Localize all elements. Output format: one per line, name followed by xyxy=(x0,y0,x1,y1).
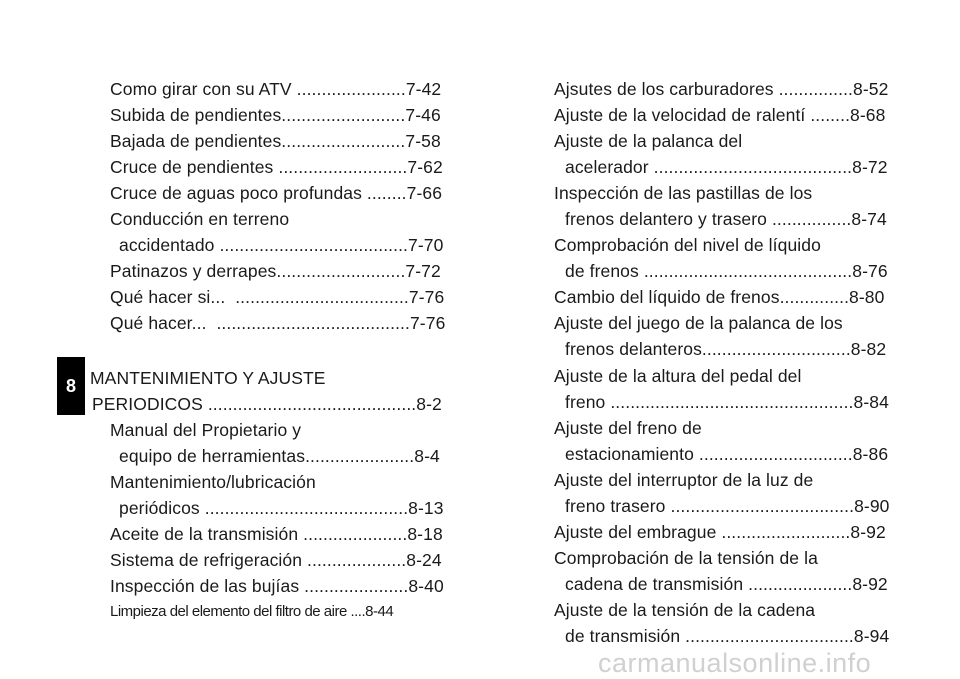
toc-entry-continuation: freno .................................................8-84 xyxy=(565,392,889,412)
section-tab: 8 xyxy=(57,357,85,415)
toc-entry: Ajuste del interruptor de la luz de xyxy=(554,470,814,490)
toc-entry-continuation: equipo de herramientas......................8-4 xyxy=(119,446,440,466)
toc-entry-continuation: acelerador ........................................8-72 xyxy=(565,157,888,177)
toc-entry-continuation: estacionamiento ...............................8-86 xyxy=(565,444,889,464)
toc-entry: Inspección de las pastillas de los xyxy=(554,183,813,203)
toc-entry-continuation: accidentado ......................................7-70 xyxy=(119,235,444,255)
toc-entry: Inspección de las bujías .....................8-40 xyxy=(110,576,444,596)
toc-entry: Ajuste de la altura del pedal del xyxy=(554,366,802,386)
toc-entry: Cruce de pendientes ..........................7-62 xyxy=(110,157,443,177)
toc-entry: Patinazos y derrapes..........................7-72 xyxy=(110,261,441,281)
toc-entry: Subida de pendientes.........................7-46 xyxy=(110,105,441,125)
toc-entry: Conducción en terreno xyxy=(110,209,290,229)
toc-entry: Como girar con su ATV ......................7-42 xyxy=(110,79,442,99)
toc-entry: Comprobación del nivel de líquido xyxy=(554,235,821,255)
toc-entry: Ajuste del juego de la palanca de los xyxy=(554,313,843,333)
toc-entry-continuation: frenos delantero y trasero ................8-74 xyxy=(565,209,887,229)
toc-entry: Mantenimiento/lubricación xyxy=(110,472,316,492)
toc-entry-continuation: freno trasero .....................................8-90 xyxy=(565,496,890,516)
toc-entry-continuation: de frenos ..........................................8-76 xyxy=(565,261,888,281)
toc-entry: Qué hacer si... ...................................7-76 xyxy=(110,287,445,307)
toc-entry-continuation: periódicos .........................................8-13 xyxy=(119,498,444,518)
toc-section-heading: MANTENIMIENTO Y AJUSTE xyxy=(90,368,326,388)
toc-entry: Qué hacer... .......................................7-76 xyxy=(110,313,446,333)
toc-entry: Ajuste de la tensión de la cadena xyxy=(554,600,816,620)
toc-section-heading: PERIODICOS ..........................................8-2 xyxy=(92,394,442,414)
toc-entry: Bajada de pendientes.........................7-58 xyxy=(110,131,441,151)
toc-entry: Limpieza del elemento del filtro de aire ....8-44 xyxy=(110,603,394,620)
toc-entry-continuation: de transmisión ..................................8-94 xyxy=(565,626,890,646)
toc-entry-continuation: cadena de transmisión .....................8-92 xyxy=(565,574,888,594)
toc-entry: Ajuste del embrague ..........................8-92 xyxy=(554,522,886,542)
toc-entry: Ajuste de la palanca del xyxy=(554,131,743,151)
toc-entry: Aceite de la transmisión .....................8-18 xyxy=(110,524,443,544)
toc-entry: Ajsutes de los carburadores ...............8-52 xyxy=(554,79,889,99)
watermark: carmanualsonline.info xyxy=(598,648,872,678)
toc-entry-continuation: frenos delanteros..............................8-82 xyxy=(565,339,887,359)
toc-entry: Manual del Propietario y xyxy=(110,420,302,440)
toc-entry: Ajuste de la velocidad de ralentí ........8-68 xyxy=(554,105,886,125)
toc-entry: Comprobación de la tensión de la xyxy=(554,548,818,568)
toc-entry: Ajuste del freno de xyxy=(554,418,702,438)
toc-entry: Cruce de aguas poco profundas ........7-66 xyxy=(110,183,443,203)
toc-entry: Cambio del líquido de frenos..............8-80 xyxy=(554,287,885,307)
toc-entry: Sistema de refrigeración ....................8-24 xyxy=(110,550,442,570)
